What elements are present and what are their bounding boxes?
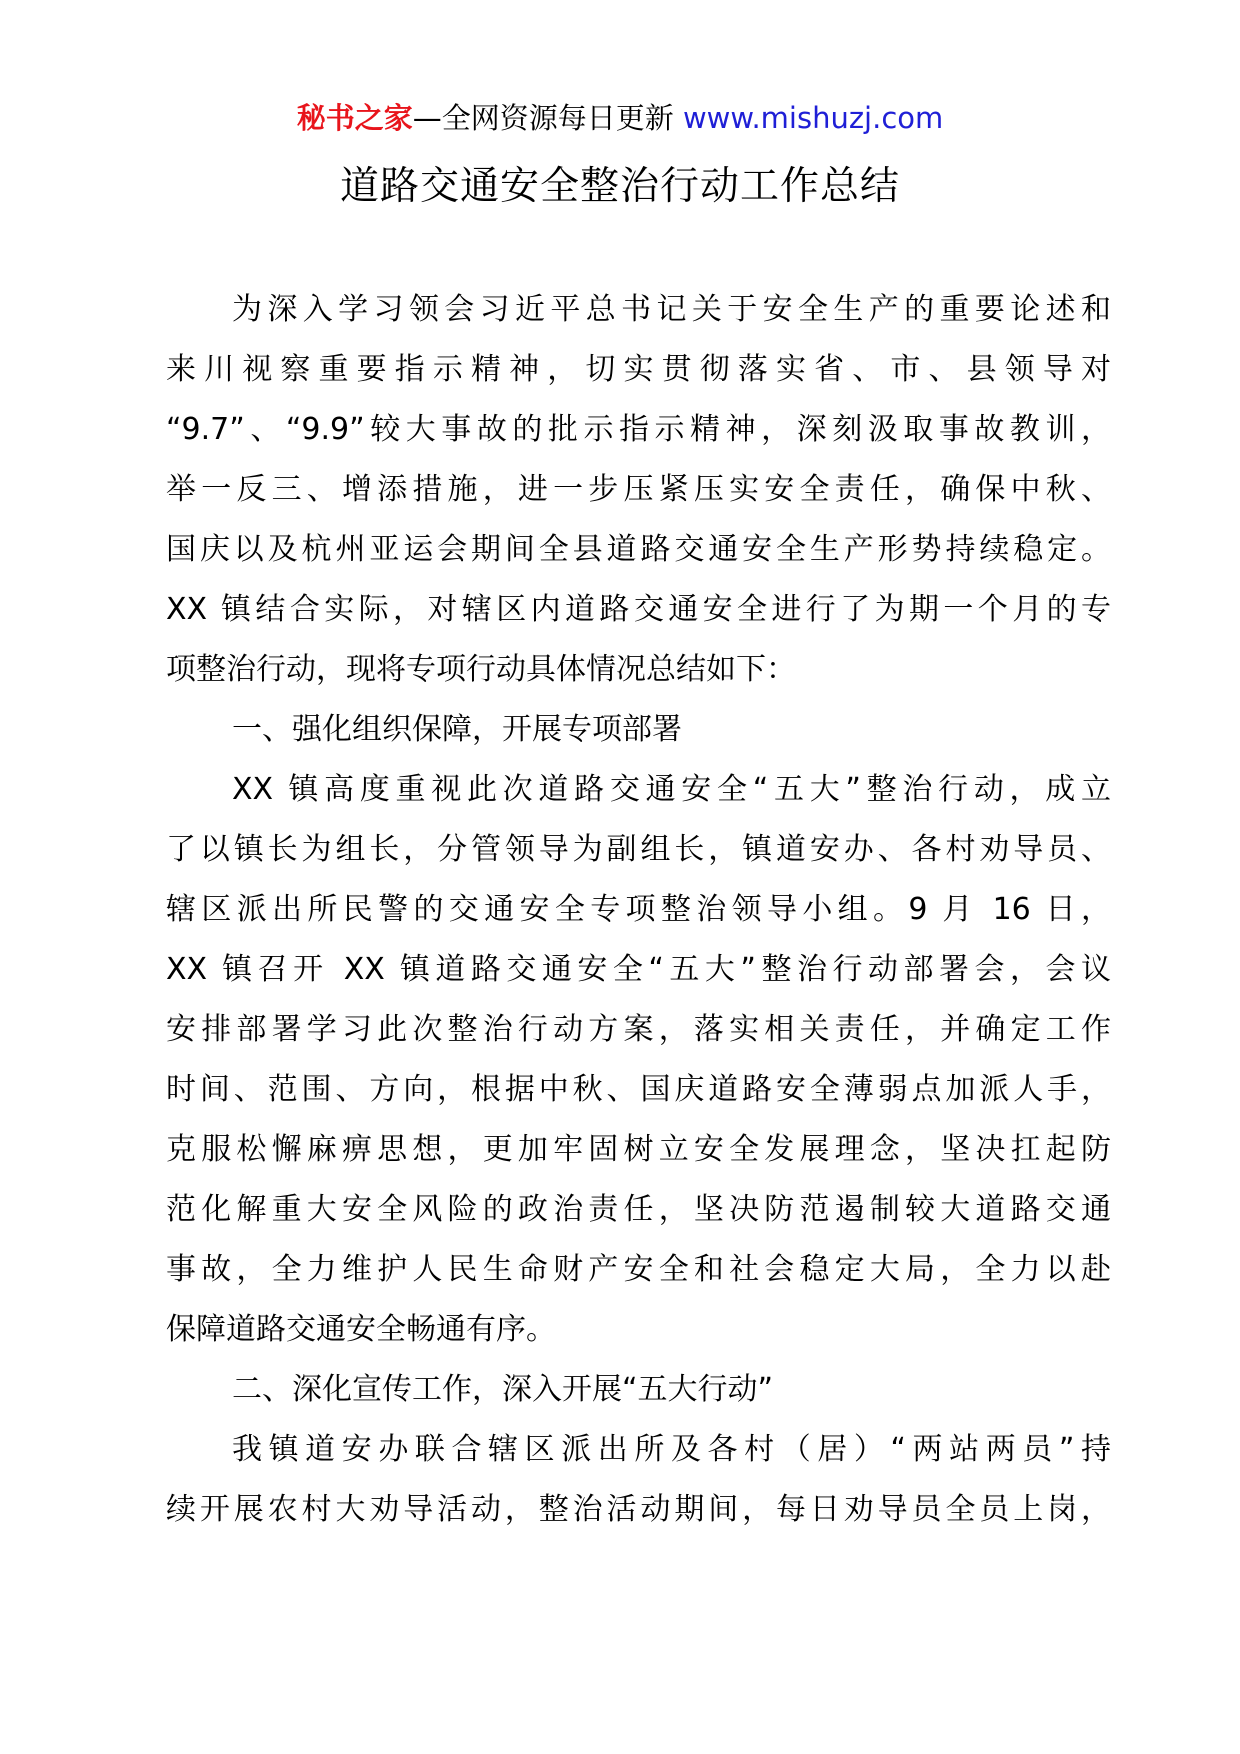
text-line: 克服松懈麻痹思想，更加牢固树立安全发展理念，坚决扛起防 — [166, 1132, 1111, 1167]
text-line: XX 镇召开 XX 镇道路交通安全“五大”整治行动部署会，会议 — [166, 952, 1111, 987]
text-line: 续开展农村大劝导活动，整治活动期间，每日劝导员全员上岗， — [166, 1492, 1111, 1527]
text-line: 我镇道安办联合辖区派出所及各村（居）“两站两员”持 — [232, 1432, 1111, 1467]
text-line: 范化解重大安全风险的政治责任，坚决防范遏制较大道路交通 — [166, 1192, 1111, 1227]
section-heading-1: 一、强化组织保障，开展专项部署 — [232, 712, 682, 747]
text-line: 安排部署学习此次整治行动方案，落实相关责任，并确定工作 — [166, 1012, 1111, 1047]
text-line: 辖区派出所民警的交通安全专项整治领导小组。9 月 16 日， — [166, 892, 1111, 927]
document-title: 道路交通安全整治行动工作总结 — [339, 164, 900, 209]
site-name: 秘书之家 — [296, 101, 413, 135]
text-line: 为深入学习领会习近平总书记关于安全生产的重要论述和 — [232, 292, 1111, 327]
text-line: XX 镇高度重视此次道路交通安全“五大”整治行动，成立 — [232, 772, 1111, 807]
text-line: 项整治行动，现将专项行动具体情况总结如下： — [166, 652, 796, 687]
text-line: 国庆以及杭州亚运会期间全县道路交通安全生产形势持续稳定。 — [166, 532, 1111, 567]
text-line: 来川视察重要指示精神，切实贯彻落实省、市、县领导对 — [166, 352, 1111, 387]
document-body — [166, 280, 1111, 1540]
site-url[interactable]: www.mishuzj.com — [682, 101, 944, 135]
text-line: 时间、范围、方向，根据中秋、国庆道路安全薄弱点加派人手， — [166, 1072, 1111, 1107]
text-line: “9.7”、“9.9”较大事故的批示指示精神，深刻汲取事故教训， — [166, 412, 1111, 447]
site-header — [0, 98, 1240, 138]
text-line: 举一反三、增添措施，进一步压紧压实安全责任，确保中秋、 — [166, 472, 1111, 507]
text-line: XX 镇结合实际，对辖区内道路交通安全进行了为期一个月的专 — [166, 592, 1111, 627]
text-line: 保障道路交通安全畅通有序。 — [166, 1312, 556, 1347]
section-heading-2: 二、深化宣传工作，深入开展“五大行动” — [232, 1372, 774, 1407]
text-line: 事故，全力维护人民生命财产安全和社会稳定大局，全力以赴 — [166, 1252, 1111, 1287]
site-slogan: —全网资源每日更新 — [412, 101, 683, 135]
text-line: 了以镇长为组长，分管领导为副组长，镇道安办、各村劝导员、 — [166, 832, 1111, 867]
